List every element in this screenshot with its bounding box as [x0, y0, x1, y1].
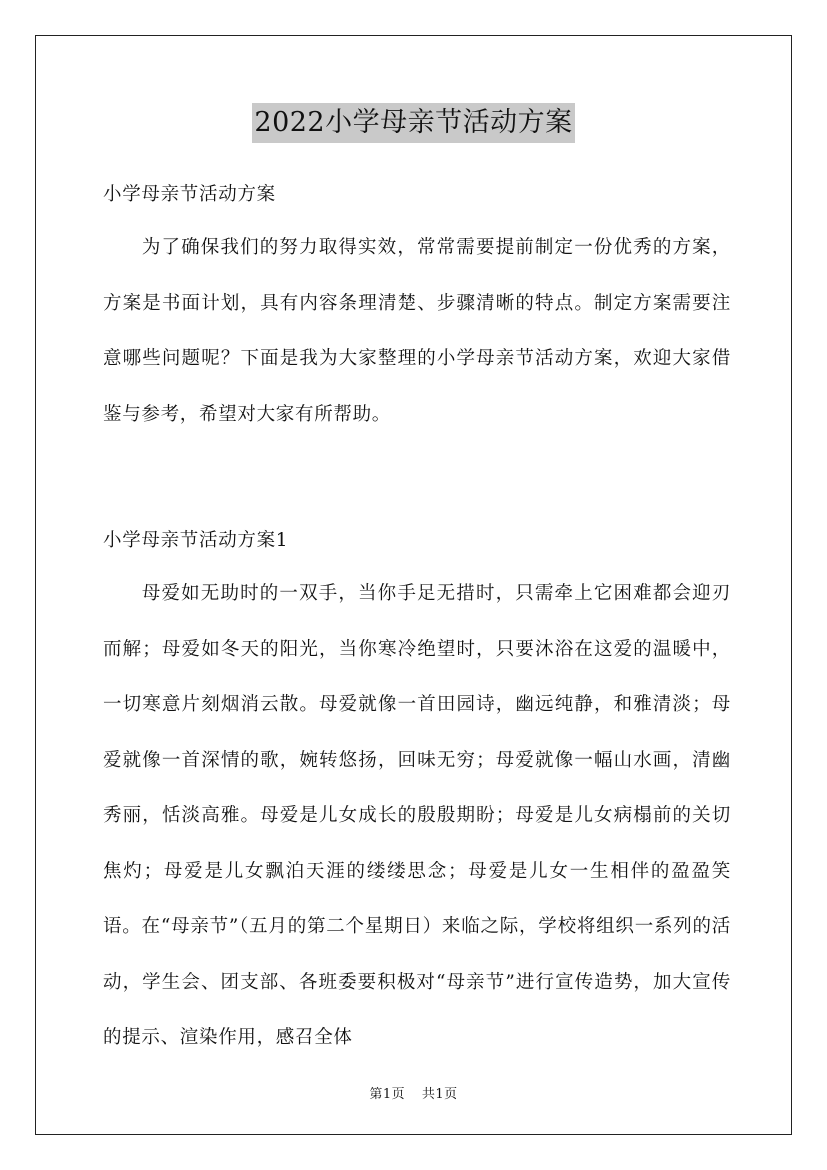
page-total: 共1页	[421, 1087, 458, 1102]
page-footer	[0, 1083, 827, 1102]
section-heading-intro: 小学母亲节活动方案	[103, 184, 276, 205]
section-paragraph-1: 母爱如无助时的一双手，当你手足无措时，只需牵上它困难都会迎刃而解；母爱如冬天的阳光，当你寒冷绝望时，只要沐浴在这爱的温暖中，一切寒意片刻烟消云散。母爱就像一首田园诗，幽远纯静，和雅清淡；母爱就像一首深情的歌，婉转悠扬，回味无穷；母爱就像一幅山水画，清幽秀丽，恬淡高雅。母爱是儿女成长的殷殷期盼；母爱是儿女病榻前的关切焦灼；母爱是儿女飘泊天涯的缕缕思念；母爱是儿女一生相伴的盈盈笑语。在“母亲节”（五月的第二个星期日）来临之际，学校将组织一系列的活动，学生会、团支部、各班委要积极对“母亲节”进行宣传造势，加大宣传的提示、渲染作用，感召全体	[103, 583, 731, 1048]
section-spacer	[103, 442, 731, 516]
title-container	[0, 103, 827, 143]
document-title: 2022小学母亲节活动方案	[252, 103, 574, 143]
section-paragraph-intro: 为了确保我们的努力取得实效，常常需要提前制定一份优秀的方案，方案是书面计划，具有内容条理清楚、步骤清晰的特点。制定方案需要注意哪些问题呢？下面是我为大家整理的小学母亲节活动方案，欢迎大家借鉴与参考，希望对大家有所帮助。	[103, 237, 731, 425]
page-number: 第1页	[369, 1087, 406, 1102]
document-body	[103, 170, 731, 1066]
section-heading-1: 小学母亲节活动方案1	[103, 530, 289, 551]
